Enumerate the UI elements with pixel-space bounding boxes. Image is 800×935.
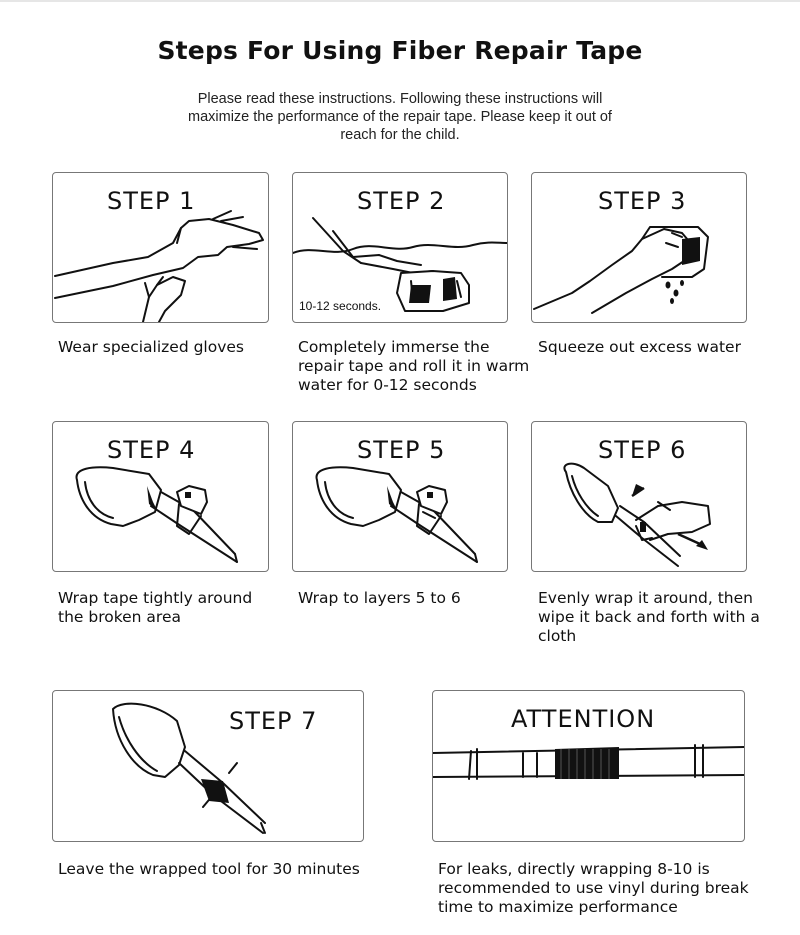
- shovel-layers-icon: [293, 422, 508, 572]
- step-7-title: STEP 7: [229, 707, 318, 735]
- step-2-title: STEP 2: [357, 187, 446, 215]
- attention-title: ATTENTION: [511, 705, 656, 733]
- step-3-caption: Squeeze out excess water: [538, 338, 741, 356]
- shovel-wrap-icon: [53, 422, 269, 572]
- gloved-hands-icon: [53, 173, 269, 323]
- page-title: Steps For Using Fiber Repair Tape: [157, 36, 643, 65]
- step-6-title: STEP 6: [598, 436, 687, 464]
- attention-caption: For leaks, directly wrapping 8-10 is recommended to use vinyl during break time to maximize performance: [438, 860, 749, 916]
- shovel-rest-icon: [53, 691, 364, 842]
- step-6-panel: [531, 421, 747, 572]
- step-5-panel: [292, 421, 508, 572]
- step-1-panel: [52, 172, 269, 323]
- step-4-panel: [52, 421, 269, 572]
- step-3-panel: [531, 172, 747, 323]
- shovel-wipe-icon: [532, 422, 747, 572]
- step-4-title: STEP 4: [107, 436, 196, 464]
- hand-squeezing-icon: [532, 173, 747, 323]
- attention-panel: [432, 690, 745, 842]
- step-1-caption: Wear specialized gloves: [58, 338, 244, 356]
- step-7-panel: [52, 690, 364, 842]
- step-7-caption: Leave the wrapped tool for 30 minutes: [58, 860, 360, 878]
- step-6-caption: Evenly wrap it around, then wipe it back and forth with a cloth: [538, 589, 760, 645]
- intro-text: Please read these instructions. Following these instructions will maximize the performance of the repair tape. Please keep it out of reach for the child.: [188, 91, 612, 143]
- step-5-title: STEP 5: [357, 436, 446, 464]
- step-5-caption: Wrap to layers 5 to 6: [298, 589, 461, 607]
- pipe-wrap-icon: [433, 691, 745, 842]
- step-1-title: STEP 1: [107, 187, 196, 215]
- step-4-caption: Wrap tape tightly around the broken area: [58, 589, 253, 626]
- step-2-panel: [292, 172, 508, 323]
- step-3-title: STEP 3: [598, 187, 687, 215]
- step-2-caption: Completely immerse the repair tape and roll it in warm water for 0-12 seconds: [298, 338, 530, 394]
- step-2-time-note: 10-12 seconds.: [299, 299, 382, 313]
- top-divider: [0, 0, 800, 2]
